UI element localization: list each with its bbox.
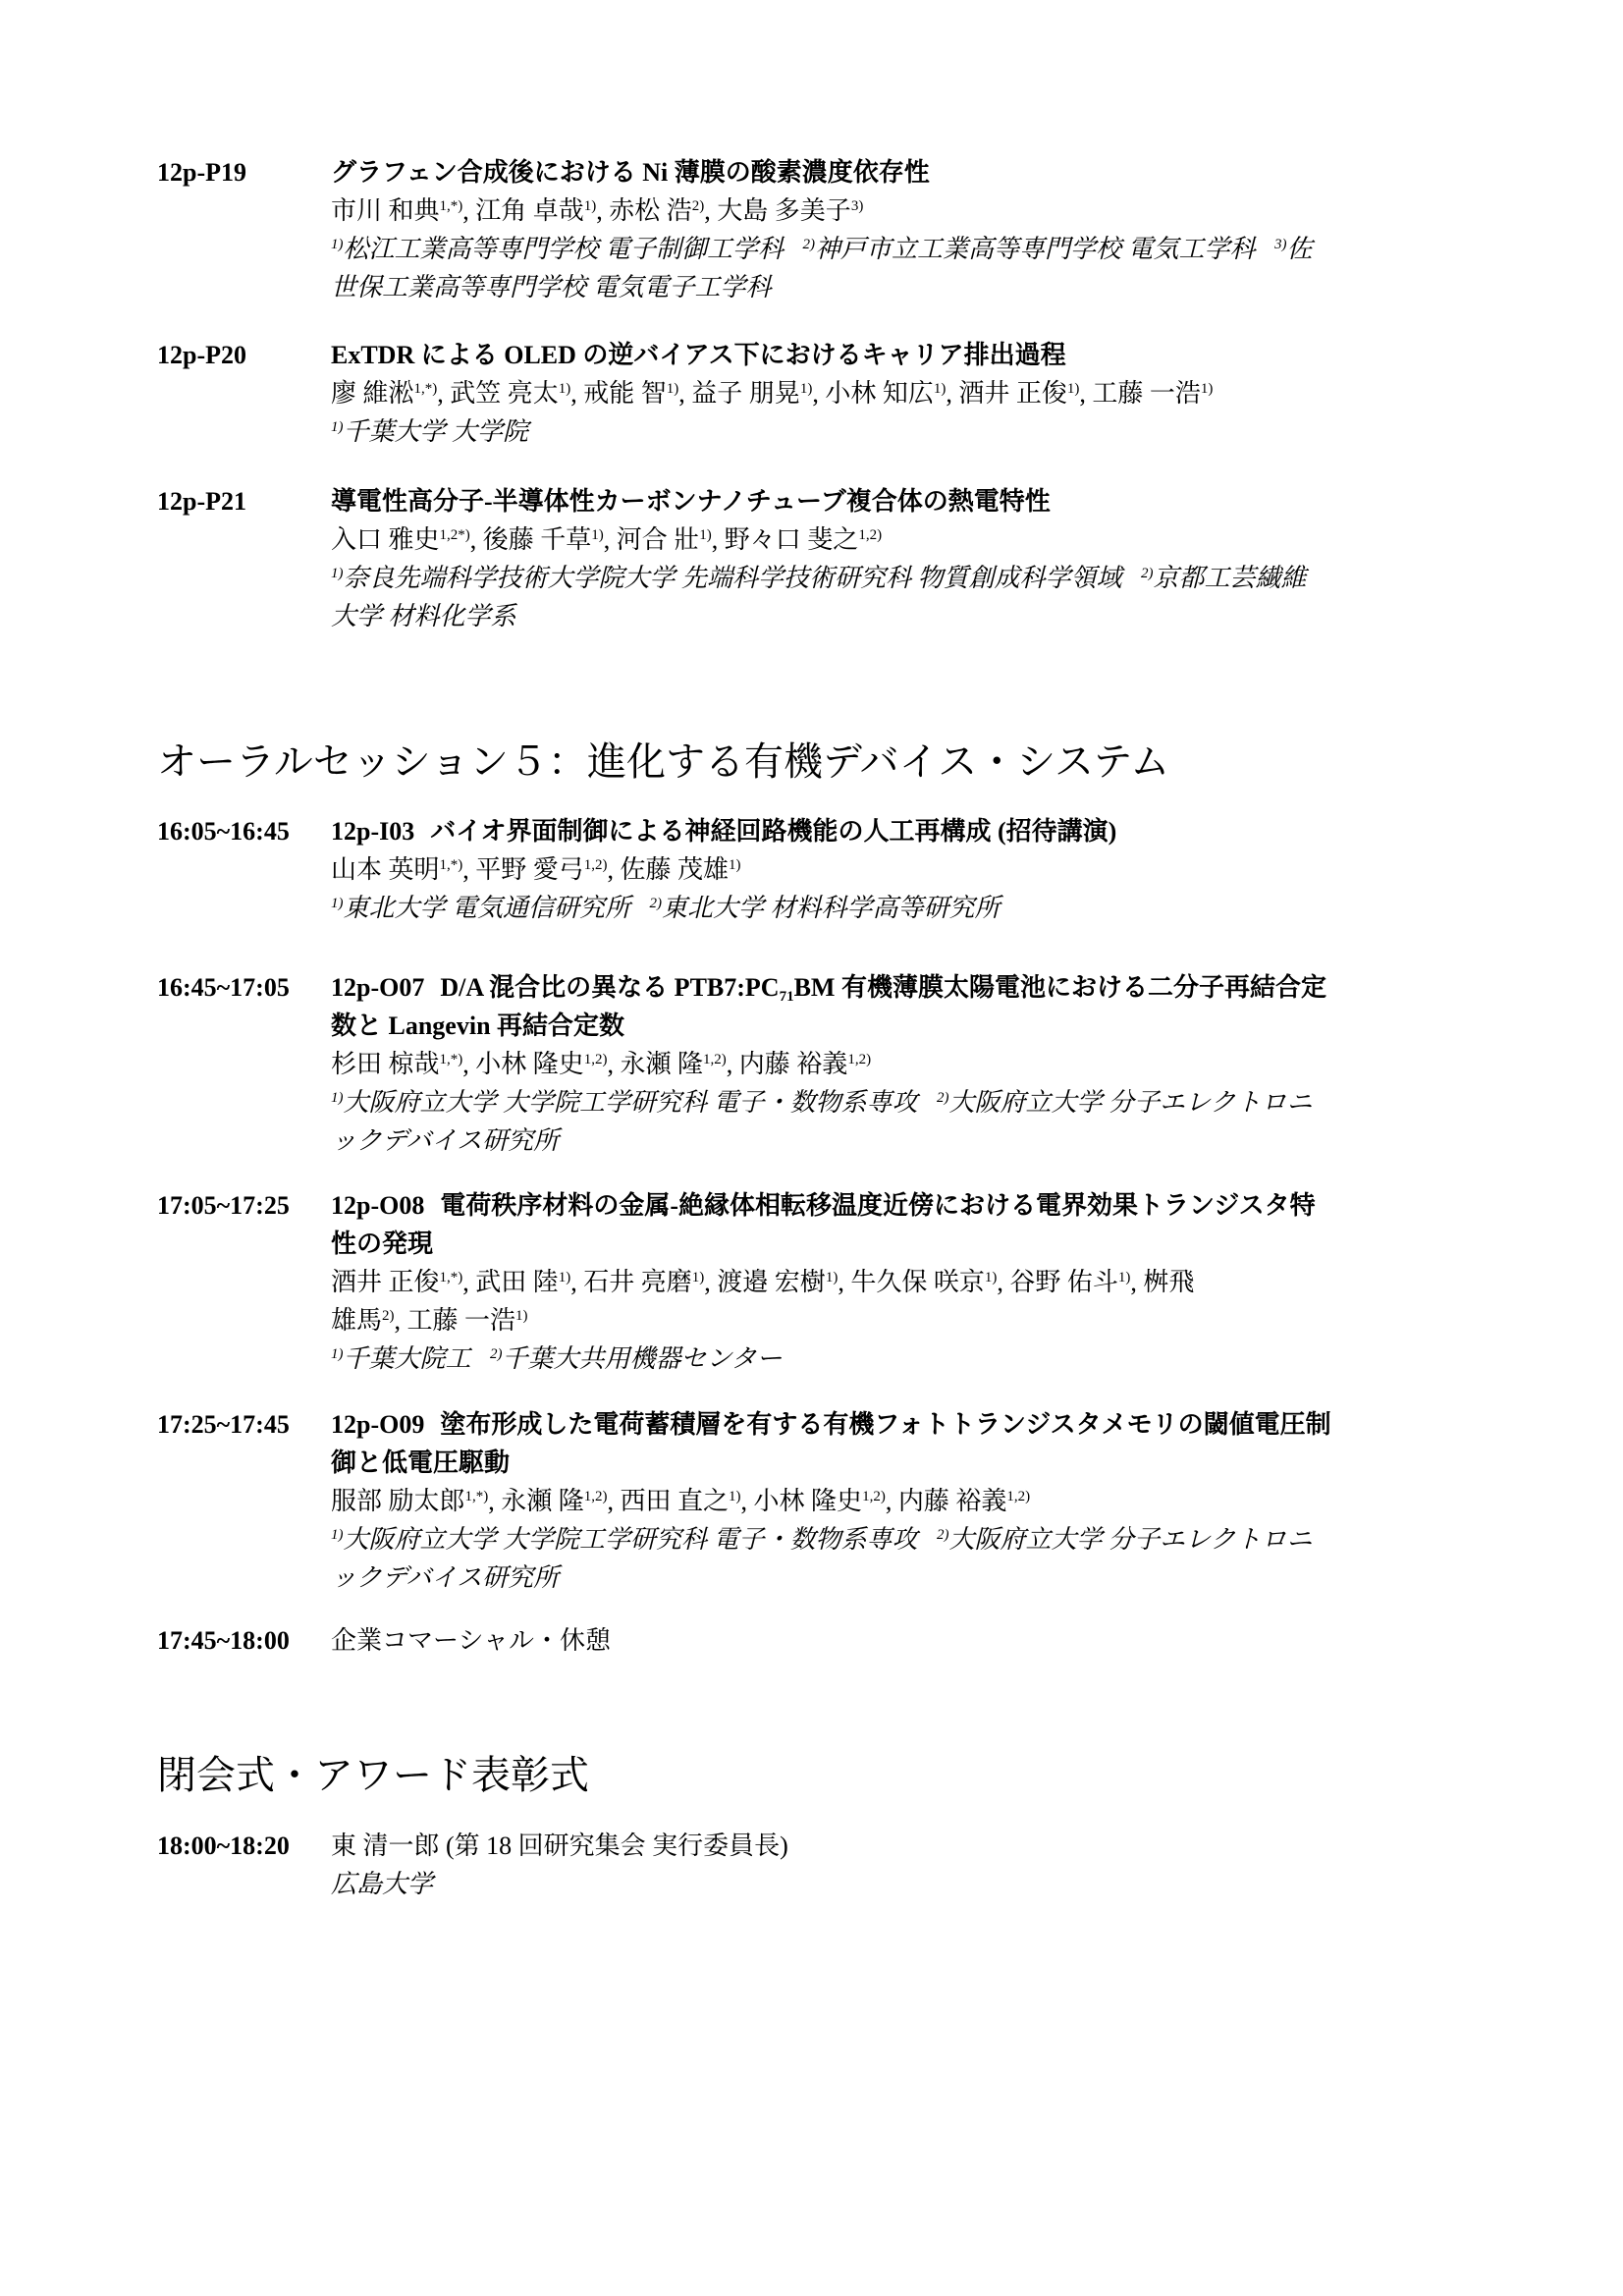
talk-time: 16:05~16:45 bbox=[157, 817, 290, 846]
break-time: 17:45~18:00 bbox=[157, 1626, 290, 1655]
talk-code: 12p-O09 bbox=[331, 1410, 425, 1439]
talk-title-text: D/A 混合比の異なる PTB7:PC bbox=[440, 973, 780, 1002]
author-name: 工藤 一浩 bbox=[406, 1306, 516, 1335]
author-name: 石井 亮磨 bbox=[583, 1268, 692, 1296]
affil-text: ックデバイス研究所 bbox=[331, 1126, 560, 1155]
closing-entry bbox=[157, 1827, 1492, 1903]
talk-time: 17:25~17:45 bbox=[157, 1410, 290, 1439]
talk-entry bbox=[157, 812, 1492, 927]
affil-text: 千葉大学 大学院 bbox=[343, 417, 529, 446]
author-affil-marker: 1,*) bbox=[439, 198, 463, 214]
author-affil-marker: 1,2) bbox=[583, 857, 608, 873]
author-affil-marker: 1) bbox=[699, 527, 712, 543]
author-name: 武笠 亮太 bbox=[450, 379, 559, 408]
talk-title-subscript: 71 bbox=[779, 989, 794, 1005]
affil-marker: 2) bbox=[649, 896, 663, 911]
affil-marker: 1) bbox=[331, 1527, 344, 1543]
affil-text: 神戸市立工業高等専門学校 電気工学科 bbox=[815, 235, 1256, 263]
session-heading: オーラルセッション５：進化する有機デバイス・システム bbox=[157, 739, 1170, 785]
author-affil-marker: 1,*) bbox=[439, 1270, 463, 1285]
closing-speaker: 東 清一郎 (第 18 回研究集会 実行委員長) bbox=[331, 1831, 788, 1860]
affil-marker: 1) bbox=[331, 237, 344, 252]
break-entry bbox=[157, 1621, 1492, 1660]
affil-text: 東北大学 材料科学高等研究所 bbox=[662, 894, 1001, 922]
author-affil-marker: 1,*) bbox=[413, 381, 438, 397]
author-name: 雄馬 bbox=[331, 1306, 383, 1335]
talk-title-text: 性の発現 bbox=[331, 1230, 434, 1258]
affil-text: 佐 bbox=[1286, 235, 1313, 263]
author-name: 廖 維淞 bbox=[331, 379, 414, 408]
author-affil-marker: 1) bbox=[591, 527, 604, 543]
affil-marker: 1) bbox=[331, 896, 344, 911]
presentation-code: 12p-P21 bbox=[157, 487, 246, 516]
author-affil-marker: 1) bbox=[666, 381, 679, 397]
presentation-code: 12p-P20 bbox=[157, 341, 246, 369]
affiliation bbox=[331, 889, 1492, 927]
affiliation bbox=[331, 412, 1492, 451]
author-affil-marker: 1) bbox=[1066, 381, 1080, 397]
author-affil-marker: 1,2) bbox=[862, 1489, 886, 1504]
affil-text: 大阪府立大学 分子エレクトロニ bbox=[948, 1525, 1313, 1554]
affil-text: ックデバイス研究所 bbox=[331, 1563, 560, 1592]
author-name: 戒能 智 bbox=[583, 379, 667, 408]
author-list: 酒井 正俊$^{1,*)}$, 武田 陸$^{1)}$, 石井 亮磨$^{1)}$, 渡邉 宏樹$^{1)}$, 牛久保 咲京$^{1)}$, 谷野 佑斗$^{1)}$, 桝飛 雄馬$^{2)}$, 工藤 一浩$^{1)}$ bbox=[331, 1268, 1195, 1335]
author-name: 永瀬 隆 bbox=[501, 1487, 584, 1515]
talk-title-text: 塗布形成した電荷蓄積層を有する有機フォトトランジスタメモリの閾値電圧制 bbox=[440, 1410, 1331, 1439]
author-name: 渡邉 宏樹 bbox=[717, 1268, 826, 1296]
author-affil-marker: 1) bbox=[984, 1270, 998, 1285]
affiliation bbox=[331, 1520, 1492, 1597]
author-affil-marker: 1) bbox=[691, 1270, 705, 1285]
talk-time: 17:05~17:25 bbox=[157, 1191, 290, 1220]
author-affil-marker: 3) bbox=[850, 198, 864, 214]
talk-title-text: 御と低電圧駆動 bbox=[331, 1449, 511, 1477]
author-affil-marker: 1,2) bbox=[847, 1052, 872, 1067]
author-name: 小林 隆史 bbox=[753, 1487, 863, 1515]
closing-heading: 閉会式・アワード表彰式 bbox=[157, 1753, 589, 1798]
talk-title bbox=[331, 812, 1492, 850]
author-affil-marker: 1,2) bbox=[583, 1052, 608, 1067]
affil-text: 大学 材料化学系 bbox=[331, 602, 516, 630]
author-affil-marker: 1,*) bbox=[464, 1489, 489, 1504]
affil-text: 東北大学 電気通信研究所 bbox=[343, 894, 631, 922]
closing-affiliation: 広島大学 bbox=[331, 1870, 434, 1898]
author-name: 永瀬 隆 bbox=[620, 1050, 704, 1078]
talk-entry bbox=[157, 1186, 1492, 1378]
author-list: 廖 維淞$^{1,*)}$, 武笠 亮太$^{1)}$, 戒能 智$^{1)}$, 益子 朋晃$^{1)}$, 小林 知広$^{1)}$, 酒井 正俊$^{1)}$, 工藤 一浩$^{1)}$ bbox=[331, 379, 1214, 408]
talk-title-text: 数と Langevin 再結合定数 bbox=[331, 1011, 625, 1040]
author-list: 市川 和典$^{1,*)}$, 江角 卓哉$^{1)}$, 赤松 浩$^{2)}$, 大島 多美子$^{3)}$ bbox=[331, 196, 864, 225]
author-list: 入口 雅史$^{1,2*)}$, 後藤 千草$^{1)}$, 河合 壯$^{1)}$, 野々口 斐之$^{1,2)}$ bbox=[331, 525, 883, 554]
author-affil-marker: 1) bbox=[558, 1270, 571, 1285]
author-name: 益子 朋晃 bbox=[691, 379, 800, 408]
author-list: 杉田 椋哉$^{1,*)}$, 小林 隆史$^{1,2)}$, 永瀬 隆$^{1,2)}$, 内藤 裕義$^{1,2)}$ bbox=[331, 1050, 872, 1078]
talk-entry bbox=[157, 968, 1492, 1160]
affil-marker: 3) bbox=[1274, 237, 1287, 252]
author-affil-marker: 1) bbox=[558, 381, 571, 397]
affil-marker: 2) bbox=[937, 1527, 949, 1543]
affil-text: 千葉大共用機器センター bbox=[502, 1344, 783, 1373]
affil-marker: 1) bbox=[331, 1346, 344, 1362]
talk-title-text: バイオ界面制御による神経回路機能の人工再構成 (招待講演) bbox=[430, 817, 1117, 846]
author-name: 武田 陸 bbox=[475, 1268, 559, 1296]
affil-marker: 1) bbox=[331, 419, 344, 435]
affil-text: 大阪府立大学 大学院工学研究科 電子・数物系専攻 bbox=[343, 1088, 918, 1117]
talk-entry bbox=[157, 1405, 1492, 1597]
author-affil-marker: 1,2*) bbox=[439, 527, 470, 543]
author-name: 服部 励太郎 bbox=[331, 1487, 465, 1515]
presentation-title: グラフェン合成後における Ni 薄膜の酸素濃度依存性 bbox=[331, 158, 930, 187]
author-name: 河合 壯 bbox=[616, 525, 700, 554]
author-name: 酒井 正俊 bbox=[331, 1268, 440, 1296]
talk-code: 12p-O08 bbox=[331, 1191, 425, 1220]
talk-title-text: 電荷秩序材料の金属-絶縁体相転移温度近傍における電界効果トランジスタ特 bbox=[440, 1191, 1316, 1220]
author-name: 内藤 裕義 bbox=[738, 1050, 848, 1078]
affiliation bbox=[331, 559, 1492, 635]
affiliation bbox=[331, 230, 1492, 306]
author-affil-marker: 1) bbox=[1200, 381, 1214, 397]
author-name: 市川 和典 bbox=[331, 196, 440, 225]
author-name: 牛久保 咲京 bbox=[850, 1268, 985, 1296]
affil-marker: 2) bbox=[490, 1346, 503, 1362]
affil-marker: 1) bbox=[331, 566, 344, 581]
closing-time: 18:00~18:20 bbox=[157, 1831, 290, 1860]
affiliation bbox=[331, 1083, 1492, 1160]
talk-code: 12p-I03 bbox=[331, 817, 415, 846]
author-name: 酒井 正俊 bbox=[958, 379, 1067, 408]
author-name: 野々口 斐之 bbox=[724, 525, 859, 554]
author-name: 杉田 椋哉 bbox=[331, 1050, 440, 1078]
poster-entry bbox=[157, 482, 1492, 635]
author-affil-marker: 1) bbox=[933, 381, 947, 397]
affil-text: 松江工業高等専門学校 電子制御工学科 bbox=[343, 235, 784, 263]
talk-title bbox=[331, 1186, 1492, 1263]
presentation-title: 導電性高分子-半導体性カーボンナノチューブ複合体の熱電特性 bbox=[331, 487, 1051, 516]
author-name: 桝飛 bbox=[1143, 1268, 1195, 1296]
author-name: 山本 英明 bbox=[331, 855, 440, 884]
author-name: 小林 隆史 bbox=[475, 1050, 584, 1078]
author-affil-marker: 2) bbox=[691, 198, 705, 214]
author-name: 大島 多美子 bbox=[717, 196, 851, 225]
presentation-title: ExTDR による OLED の逆バイアス下におけるキャリア排出過程 bbox=[331, 341, 1066, 369]
author-affil-marker: 1) bbox=[583, 198, 597, 214]
author-affil-marker: 1,2) bbox=[703, 1052, 727, 1067]
author-list: 服部 励太郎$^{1,*)}$, 永瀬 隆$^{1,2)}$, 西田 直之$^{1)}$, 小林 隆史$^{1,2)}$, 内藤 裕義$^{1,2)}$ bbox=[331, 1487, 1031, 1515]
talk-title bbox=[331, 968, 1492, 1045]
affil-marker: 1) bbox=[331, 1090, 344, 1106]
author-affil-marker: 1,*) bbox=[439, 857, 463, 873]
author-name: 谷野 佑斗 bbox=[1009, 1268, 1118, 1296]
break-text: 企業コマーシャル・休憩 bbox=[331, 1626, 611, 1655]
author-name: 内藤 裕義 bbox=[897, 1487, 1007, 1515]
author-affil-marker: 1) bbox=[799, 381, 813, 397]
author-list: 山本 英明$^{1,*)}$, 平野 愛弓$^{1,2)}$, 佐藤 茂雄$^{1)}$ bbox=[331, 855, 741, 884]
author-name: 平野 愛弓 bbox=[475, 855, 584, 884]
author-name: 小林 知広 bbox=[825, 379, 934, 408]
author-name: 工藤 一浩 bbox=[1092, 379, 1201, 408]
affil-text: 奈良先端科学技術大学院大学 先端科学技術研究科 物質創成科学領域 bbox=[343, 564, 1122, 592]
affiliation bbox=[331, 1339, 1492, 1378]
affil-text: 千葉大院工 bbox=[343, 1344, 471, 1373]
author-affil-marker: 1,2) bbox=[1006, 1489, 1031, 1504]
author-name: 赤松 浩 bbox=[609, 196, 692, 225]
poster-entry bbox=[157, 153, 1492, 306]
affil-text: 大阪府立大学 分子エレクトロニ bbox=[948, 1088, 1313, 1117]
affil-marker: 2) bbox=[1141, 566, 1154, 581]
affil-text: 世保工業高等専門学校 電気電子工学科 bbox=[331, 273, 772, 301]
author-affil-marker: 2) bbox=[382, 1308, 395, 1324]
presentation-code: 12p-P19 bbox=[157, 158, 246, 187]
author-name: 後藤 千草 bbox=[482, 525, 592, 554]
author-affil-marker: 1,2) bbox=[583, 1489, 608, 1504]
author-name: 西田 直之 bbox=[620, 1487, 730, 1515]
author-affil-marker: 1) bbox=[729, 857, 741, 873]
author-name: 入口 雅史 bbox=[331, 525, 440, 554]
poster-entry bbox=[157, 336, 1492, 451]
author-affil-marker: 1) bbox=[515, 1308, 528, 1324]
author-affil-marker: 1) bbox=[1117, 1270, 1131, 1285]
affil-marker: 2) bbox=[937, 1090, 949, 1106]
author-affil-marker: 1,2) bbox=[858, 527, 883, 543]
author-affil-marker: 1) bbox=[825, 1270, 839, 1285]
talk-title bbox=[331, 1405, 1492, 1482]
affil-text: 京都工芸繊維 bbox=[1153, 564, 1307, 592]
affil-text: 大阪府立大学 大学院工学研究科 電子・数物系専攻 bbox=[343, 1525, 918, 1554]
author-name: 佐藤 茂雄 bbox=[620, 855, 730, 884]
author-affil-marker: 1) bbox=[729, 1489, 741, 1504]
talk-time: 16:45~17:05 bbox=[157, 973, 290, 1002]
talk-code: 12p-O07 bbox=[331, 973, 425, 1002]
author-affil-marker: 1,*) bbox=[439, 1052, 463, 1067]
affil-marker: 2) bbox=[802, 237, 816, 252]
talk-title-text: BM 有機薄膜太陽電池における二分子再結合定 bbox=[793, 973, 1326, 1002]
author-name: 江角 卓哉 bbox=[475, 196, 584, 225]
